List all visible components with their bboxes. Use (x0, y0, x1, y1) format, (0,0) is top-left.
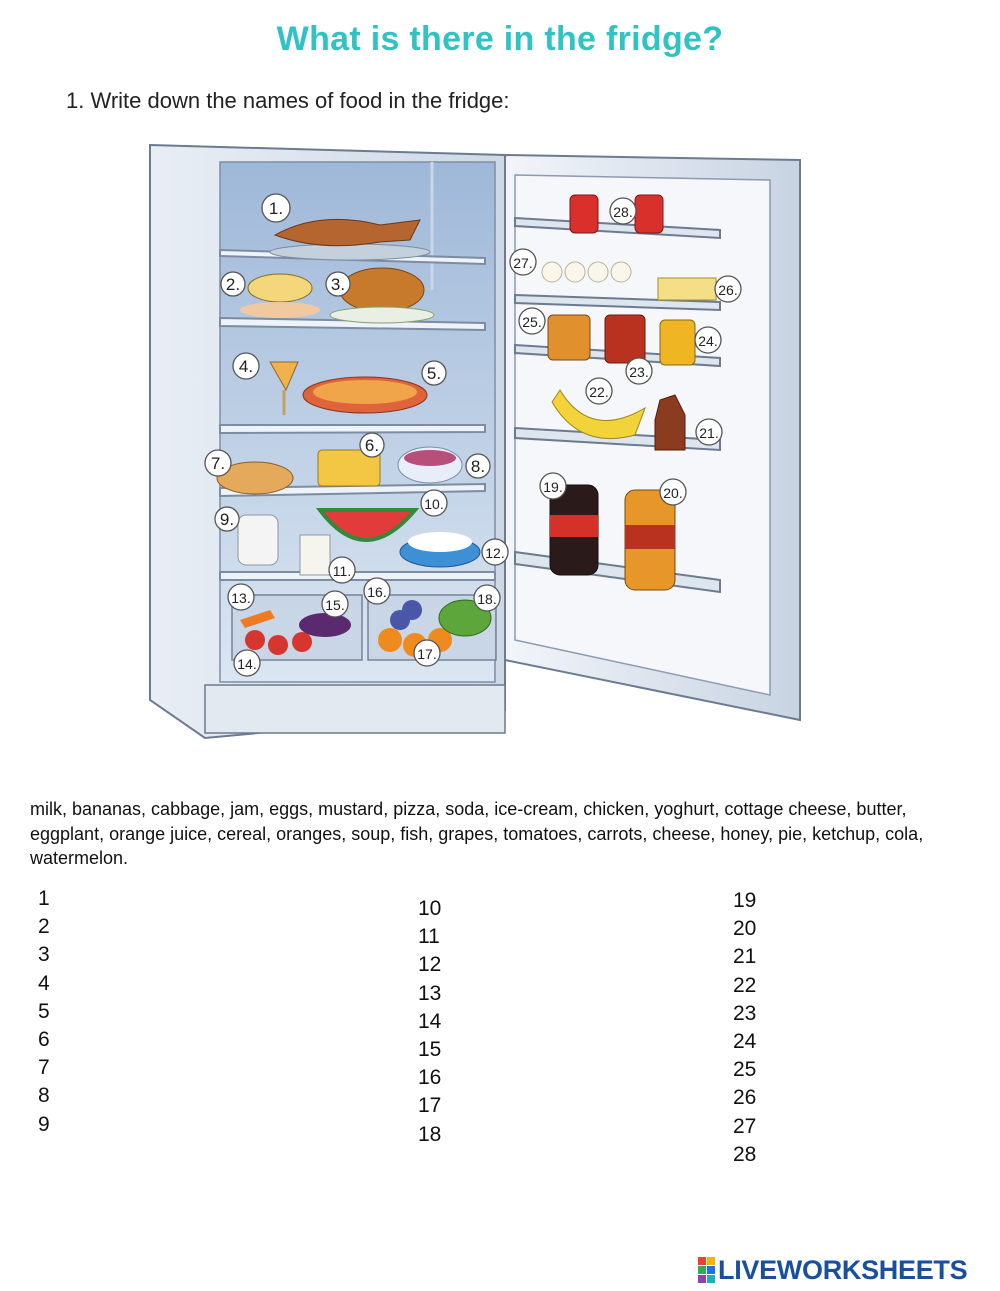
answer-line-19[interactable]: 19 (733, 889, 757, 912)
answer-line-15[interactable]: 15 (418, 1037, 442, 1061)
answer-line-16[interactable]: 16 (418, 1066, 442, 1090)
instruction-text: 1. Write down the names of food in the fridge: (66, 88, 510, 113)
label-4: 4. (238, 357, 254, 376)
answer-line-22[interactable]: 22 (733, 973, 757, 997)
label-18: 18. (477, 591, 497, 607)
label-15: 15. (325, 597, 345, 613)
label-5: 5. (426, 364, 442, 383)
label-26: 26. (718, 282, 738, 298)
label-7: 7. (210, 454, 226, 473)
label-9: 9. (219, 510, 235, 529)
answer-line-4[interactable]: 4 (38, 971, 50, 995)
answer-line-21[interactable]: 21 (733, 945, 757, 969)
answer-line-20[interactable]: 20 (733, 917, 757, 941)
label-24: 24. (698, 333, 718, 349)
answer-column-2 (418, 895, 441, 1149)
label-28: 28. (613, 204, 633, 220)
label-27: 27. (513, 255, 533, 271)
answer-line-14[interactable]: 14 (418, 1009, 442, 1033)
answer-line-23[interactable]: 23 (733, 1001, 757, 1025)
label-19: 19. (543, 479, 563, 495)
word-bank: milk, bananas, cabbage, jam, eggs, mustard, pizza, soda, ice-cream, chicken, yoghurt, cottage cheese, butter, eggplant, orange juice, cereal, oranges, soup, fish, grapes, tomatoes, carrots, cheese, honey, pie, ketchup, cola, watermelon. (30, 799, 924, 868)
label-17: 17. (417, 646, 437, 662)
answer-line-1[interactable]: 1 (38, 887, 50, 910)
label-25: 25. (522, 314, 542, 330)
answer-line-11[interactable]: 11 (418, 925, 440, 949)
label-21: 21. (699, 425, 719, 441)
answer-line-6[interactable]: 6 (38, 1027, 50, 1051)
liveworksheets-logo[interactable] (698, 1255, 967, 1285)
answer-column-3 (733, 887, 756, 1169)
answer-column-1 (38, 885, 50, 1139)
answer-line-13[interactable]: 13 (418, 981, 442, 1005)
label-16: 16. (367, 584, 387, 600)
answer-line-26[interactable]: 26 (733, 1086, 757, 1110)
answer-line-3[interactable]: 3 (38, 943, 50, 967)
label-6: 6. (364, 436, 380, 455)
answer-line-12[interactable]: 12 (418, 953, 442, 977)
label-8: 8. (470, 457, 486, 476)
label-13: 13. (231, 590, 251, 606)
label-10: 10. (424, 496, 444, 512)
answer-line-24[interactable]: 24 (733, 1029, 757, 1053)
answer-line-18[interactable]: 18 (418, 1122, 442, 1146)
fridge-illustration (120, 140, 810, 740)
page-title: What is there in the fridge? (276, 20, 724, 58)
label-22: 22. (589, 384, 609, 400)
logo-badge-icon (698, 1257, 715, 1283)
label-1: 1. (268, 199, 284, 218)
answer-line-9[interactable]: 9 (38, 1112, 50, 1136)
answer-line-5[interactable]: 5 (38, 999, 50, 1023)
label-3: 3. (330, 275, 346, 294)
logo-text: LIVEWORKSHEETS (718, 1254, 968, 1285)
answer-line-2[interactable]: 2 (38, 915, 50, 939)
answer-line-7[interactable]: 7 (38, 1056, 50, 1080)
label-2: 2. (225, 275, 241, 294)
answer-line-27[interactable]: 27 (733, 1114, 757, 1138)
answer-line-25[interactable]: 25 (733, 1058, 757, 1082)
label-14: 14. (237, 656, 257, 672)
answer-line-8[interactable]: 8 (38, 1084, 50, 1108)
label-11: 11. (332, 563, 352, 579)
label-12: 12. (485, 545, 505, 561)
answer-line-10[interactable]: 10 (418, 897, 442, 920)
label-23: 23. (629, 364, 649, 380)
answer-line-28[interactable]: 28 (733, 1142, 757, 1166)
label-20: 20. (663, 485, 683, 501)
answer-line-17[interactable]: 17 (418, 1094, 442, 1118)
